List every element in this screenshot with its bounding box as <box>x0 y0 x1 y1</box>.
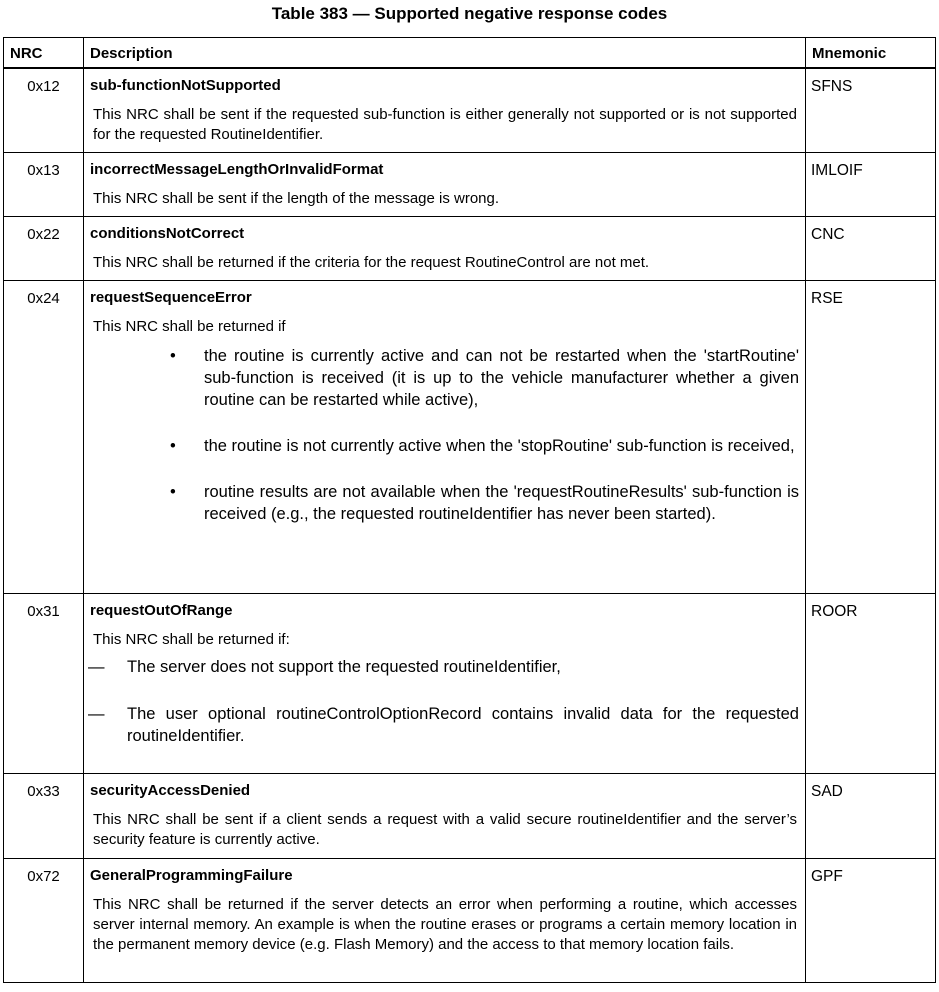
nrc-description: This NRC shall be returned if the criteria for the request RoutineControl are not met. <box>93 254 650 271</box>
condition-list <box>90 345 799 525</box>
dash-icon: — <box>88 705 105 723</box>
description-cell <box>84 68 806 153</box>
list-item <box>90 481 799 525</box>
column-header-mnemonic: Mnemonic <box>806 38 936 68</box>
nrc-code: 0x31 <box>4 594 84 774</box>
column-header-description: Description <box>84 38 806 68</box>
bullet-icon: • <box>170 347 176 365</box>
table-row <box>4 594 936 774</box>
list-item <box>90 435 799 457</box>
nrc-code: 0x33 <box>4 774 84 859</box>
nrc-code: 0x24 <box>4 281 84 594</box>
table-row <box>4 774 936 859</box>
bullet-icon: • <box>170 437 176 455</box>
table-row <box>4 859 936 983</box>
nrc-mnemonic: GPF <box>806 859 936 983</box>
nrc-mnemonic: SFNS <box>806 68 936 153</box>
table-row <box>4 281 936 594</box>
list-item <box>90 703 799 747</box>
table-caption: Table 383 — Supported negative response codes <box>271 4 668 23</box>
nrc-code: 0x12 <box>4 68 84 153</box>
nrc-description: This NRC shall be returned if <box>93 318 286 335</box>
nrc-mnemonic: IMLOIF <box>806 153 936 217</box>
nrc-name: securityAccessDenied <box>90 782 251 799</box>
condition-list <box>90 656 799 747</box>
description-cell <box>84 281 806 594</box>
list-item-text: The server does not support the requested routineIdentifier, <box>127 658 561 676</box>
description-cell <box>84 153 806 217</box>
nrc-description: This NRC shall be sent if a client sends a request with a valid secure routineIdentifier and the server’s security feature is currently active. <box>93 811 797 848</box>
nrc-mnemonic: ROOR <box>806 594 936 774</box>
nrc-name: conditionsNotCorrect <box>90 225 245 242</box>
nrc-name: requestOutOfRange <box>90 602 233 619</box>
nrc-name: GeneralProgrammingFailure <box>90 867 293 884</box>
nrc-description: This NRC shall be sent if the requested sub-function is either generally not supported or is not supported for the requested RoutineIdentifier. <box>93 105 797 143</box>
column-header-nrc: NRC <box>4 38 84 68</box>
table-row <box>4 217 936 281</box>
nrc-description: This NRC shall be sent if the length of the message is wrong. <box>93 190 500 207</box>
description-cell <box>84 217 806 281</box>
nrc-name: sub-functionNotSupported <box>90 76 281 94</box>
nrc-description: This NRC shall be returned if the server detects an error when performing a routine, which accesses server internal memory. An example is when the routine erases or programs a certain memory location in the permanent memory device (e.g. Flash Memory) and the access to that memory location fails. <box>93 896 797 953</box>
list-item-text: the routine is currently active and can not be restarted when the 'startRoutine' sub-function is received (it is up to the vehicle manufacturer whether a given routine can be restarted while active), <box>204 347 799 409</box>
nrc-name: incorrectMessageLengthOrInvalidFormat <box>90 161 384 178</box>
nrc-table <box>3 37 936 983</box>
nrc-name: requestSequenceError <box>90 289 252 306</box>
list-item-text: The user optional routineControlOptionRecord contains invalid data for the requested routineIdentifier. <box>127 705 799 745</box>
list-item <box>90 656 799 678</box>
nrc-mnemonic: RSE <box>806 281 936 594</box>
list-item <box>90 345 799 411</box>
nrc-description: This NRC shall be returned if: <box>93 631 290 648</box>
description-cell <box>84 859 806 983</box>
nrc-code: 0x13 <box>4 153 84 217</box>
list-item-text: routine results are not available when the 'requestRoutineResults' sub-function is received (e.g., the requested routineIdentifier has never been started). <box>204 483 799 523</box>
description-cell <box>84 774 806 859</box>
table-row <box>4 153 936 217</box>
table-row <box>4 68 936 153</box>
description-cell <box>84 594 806 774</box>
nrc-code: 0x72 <box>4 859 84 983</box>
table-header-row <box>4 38 936 68</box>
nrc-mnemonic: CNC <box>806 217 936 281</box>
dash-icon: — <box>88 658 105 676</box>
nrc-code: 0x22 <box>4 217 84 281</box>
list-item-text: the routine is not currently active when the 'stopRoutine' sub-function is received, <box>204 437 795 455</box>
bullet-icon: • <box>170 483 176 501</box>
nrc-mnemonic: SAD <box>806 774 936 859</box>
